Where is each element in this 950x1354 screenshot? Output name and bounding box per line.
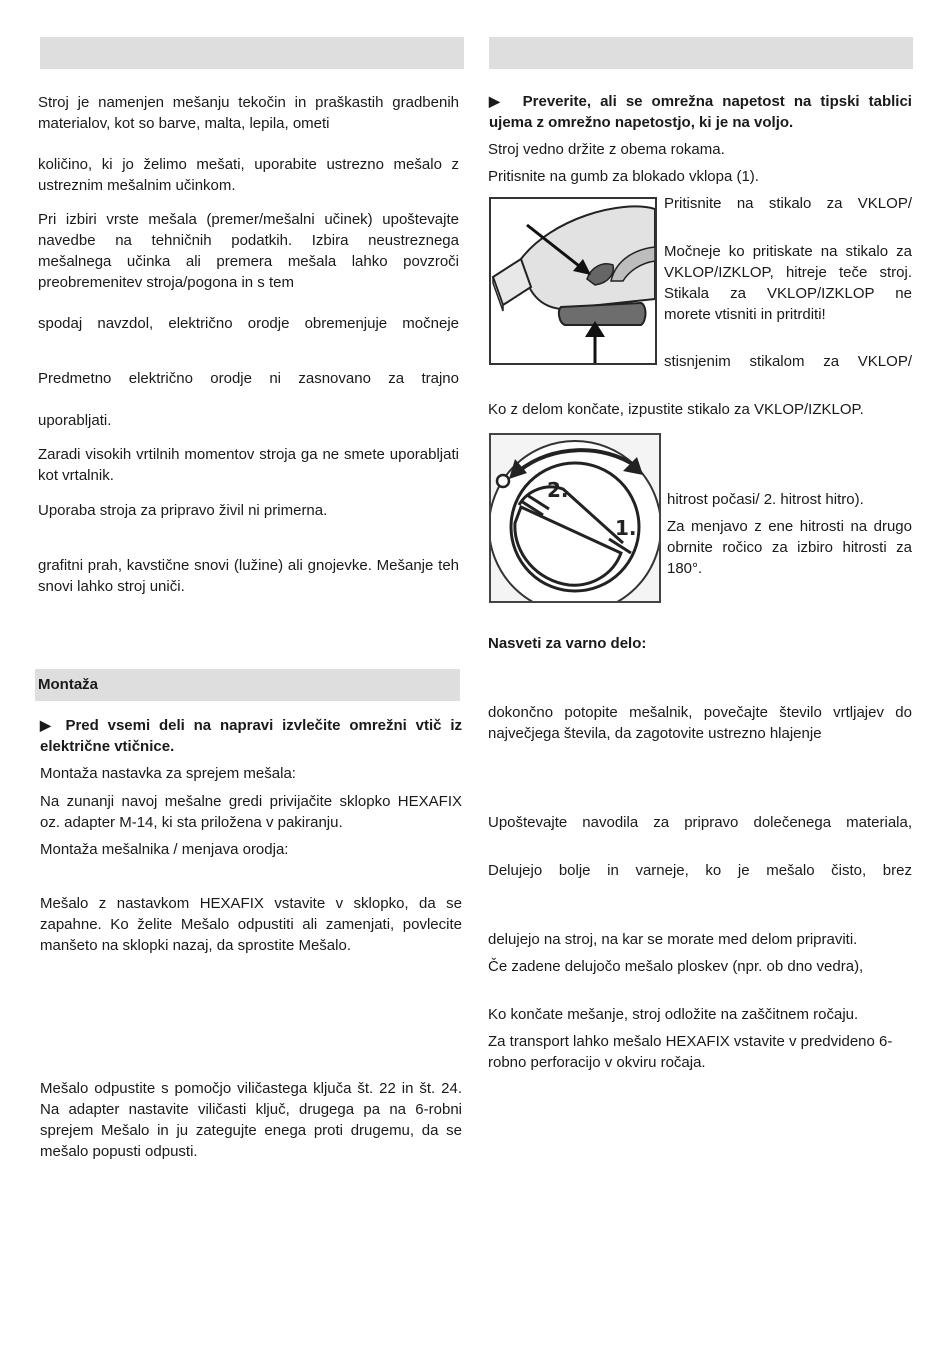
montaza-paragraph-2: Mešalo z nastavkom HEXAFIX vstavite v sklopko, da se zapahne. Ko želite Mešalo odpustiti ali zamenjati, povlecite manšeto na sklopki nazaj, da sprostite Mešalo.: [40, 895, 462, 954]
right-paragraph-4: Pritisnite na stikalo za VKLOP/: [664, 195, 912, 212]
right-paragraph-2: Stroj vedno držite z obema rokama.: [488, 141, 725, 158]
speed-selector-figure: [489, 433, 661, 603]
left-paragraph-3: Pri izbiri vrste mešala (premer/mešalni učinek) upoštevajte navedbe na tehničnih podatkih. Izbira neustreznega mešalnega učinka ali premera mešala lahko povzroči preobremenitev stroja/pogona in s tem: [38, 211, 459, 291]
bullet-arrow-icon: ▶: [489, 93, 505, 109]
left-paragraph-5: Predmetno električno orodje ni zasnovano za trajno: [38, 370, 459, 387]
right-paragraph-6: stisnjenim stikalom za VKLOP/: [664, 353, 912, 370]
right-paragraph-16: Ko končate mešanje, stroj odložite na zaščitnem ročaju.: [488, 1006, 859, 1023]
montaza-section-bar: [35, 669, 460, 701]
right-header-bar: [489, 37, 913, 69]
right-paragraph-3: Pritisnite na gumb za blokado vklopa (1).: [488, 168, 759, 185]
left-header-bar: [40, 37, 464, 69]
speed-label-2: 2.: [547, 478, 569, 502]
montaza-paragraph-1: Na zunanji navoj mešalne gredi privijačite sklopko HEXAFIX oz. adapter M-14, ki sta priložena v pakiranju.: [40, 793, 462, 831]
montaza-section-title: Montaža: [38, 676, 98, 693]
left-paragraph-8: Uporaba stroja za pripravo živil ni primerna.: [38, 502, 328, 519]
right-paragraph-11: dokončno potopite mešalnik, povečajte število vrtljajev do največjega števila, da zagotovite ustrezno hlajenje: [488, 704, 912, 742]
bullet-arrow-icon: ▶: [40, 717, 56, 733]
right-paragraph-9: Za menjavo z ene hitrosti na drugo obrnite ročico za izbiro hitrosti za 180°.: [667, 518, 912, 577]
right-paragraph-7: Ko z delom končate, izpustite stikalo za VKLOP/IZKLOP.: [488, 401, 864, 418]
montaza-warning: [40, 715, 462, 757]
montaza-warning-text: Pred vsemi deli na napravi izvlečite omrežni vtič iz električne vtičnice.: [40, 717, 462, 755]
right-paragraph-17: Za transport lahko mešalo HEXAFIX vstavite v predvideno 6-robno perforacijo v okviru ročaja.: [488, 1033, 893, 1071]
montaza-subheading-1: Montaža nastavka za sprejem mešala:: [40, 765, 296, 782]
right-paragraph-14: delujejo na stroj, na kar se morate med delom pripraviti.: [488, 931, 858, 948]
right-paragraph-12: Upoštevajte navodila za pripravo dolečenega materiala,: [488, 814, 912, 831]
right-paragraph-5: Močneje ko pritiskate na stikalo za VKLOP/IZKLOP, hitreje teče stroj. Stikala za VKLOP/IZKLOP ne morete vtisniti in pritrditi!: [664, 243, 912, 323]
right-paragraph-13: Delujejo bolje in varneje, ko je mešalo čisto, brez: [488, 862, 912, 879]
switch-illustration-icon: [491, 199, 655, 363]
switch-figure: [489, 197, 657, 365]
right-paragraph-8: hitrost počasi/ 2. hitrost hitro).: [667, 491, 864, 508]
left-paragraph-6: uporabljati.: [38, 412, 112, 429]
voltage-warning: [489, 91, 912, 133]
right-paragraph-15: Če zadene delujočo mešalo ploskev (npr. ob dno vedra),: [488, 958, 864, 975]
voltage-warning-text: Preverite, ali se omrežna napetost na tipski tablici ujema z omrežno napetostjo, ki je na voljo.: [489, 93, 912, 131]
left-paragraph-2: količino, ki jo želimo mešati, uporabite ustrezno mešalo z ustreznim mešalnim učinkom.: [38, 156, 459, 194]
montaza-paragraph-3: Mešalo odpustite s pomočjo viličastega ključa št. 22 in št. 24. Na adapter nastavite viličasti ključ, drugega pa na 6-robni sprejem Mešalo in ju zategujte enega proti drugemu, da se mešalo popusti odpusti.: [40, 1080, 462, 1160]
left-paragraph-1: Stroj je namenjen mešanju tekočin in praškastih gradbenih materialov, kot so barve, malta, lepila, ometi: [38, 94, 459, 132]
left-paragraph-4: spodaj navzdol, električno orodje obremenjuje močneje: [38, 315, 459, 332]
speed-dial-icon: [491, 435, 659, 601]
montaza-subheading-2: Montaža mešalnika / menjava orodja:: [40, 841, 289, 858]
left-paragraph-9: grafitni prah, kavstične snovi (lužine) ali gnojevke. Mešanje teh snovi lahko stroj uniči.: [38, 557, 459, 595]
speed-label-1: 1.: [615, 516, 637, 540]
left-paragraph-7: Zaradi visokih vrtilnih momentov stroja ga ne smete uporabljati kot vrtalnik.: [38, 446, 459, 484]
safety-tips-heading: Nasveti za varno delo:: [488, 635, 647, 652]
